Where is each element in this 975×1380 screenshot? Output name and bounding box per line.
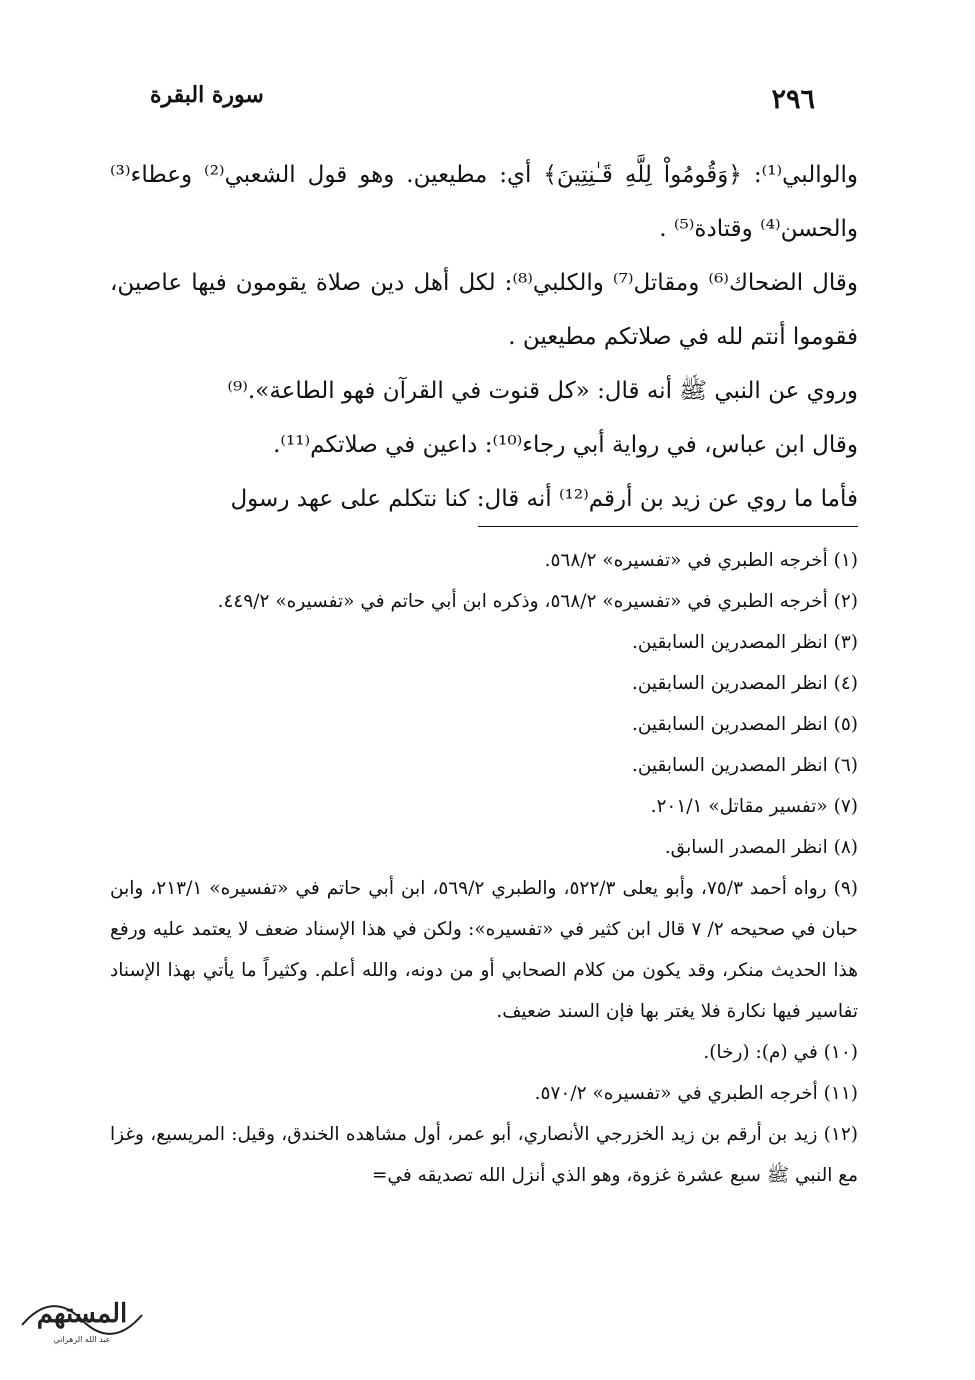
footnote: (٩) رواه أحمد ٧٥/٣، وأبو يعلى ٥٢٢/٣، والطبري ٥٦٩/٢، ابن أبي حاتم في «تفسيره» ٢١٣/١، وابن حبان في صحيحه ٢/ ٧ قال ابن كثير في «تفسيره»: ولكن في هذا الإسناد ضعف لا يعتمد عليه ورفع هذا الحديث منكر، وقد يكون من كلام الصحابي أو من دونه، والله أعلم. وكثيراً ما يأتي بهذا الإسناد تفاسير فيها نكارة فلا يغتر بها فإن السند ضعيف. [110, 878, 858, 1022]
footnote: (١) أخرجه الطبري في «تفسيره» ٥٦٨/٢. [544, 550, 858, 571]
page-header [150, 82, 815, 116]
footnote: (٦) انظر المصدرين السابقين. [631, 755, 858, 776]
footnote: (٣) انظر المصدرين السابقين. [631, 632, 858, 653]
footnote: (١٢) زيد بن أرقم بن زيد الخزرجي الأنصاري، أبو عمر، أول مشاهده الخندق، وقيل: المريسيع، وغزا مع النبي ﷺ سبع عشرة غزوة، وهو الذي أنزل الله تصديقه في= [110, 1124, 858, 1186]
footnote-divider [478, 526, 858, 527]
footnote: (٧) «تفسير مقاتل» ٢٠١/١. [650, 796, 858, 817]
stamp-logo-icon [12, 1280, 152, 1350]
footnote: (٥) انظر المصدرين السابقين. [631, 714, 858, 735]
publisher-stamp [12, 1280, 152, 1350]
footnote: (١١) أخرجه الطبري في «تفسيره» ٥٧٠/٢. [534, 1083, 858, 1104]
paragraph: وقال ابن عباس، في رواية أبي رجاء⁽¹⁰⁾: داعين في صلاتكم⁽¹¹⁾. [273, 432, 858, 458]
footnote: (٢) أخرجه الطبري في «تفسيره» ٥٦٨/٢، وذكره ابن أبي حاتم في «تفسيره» ٤٤٩/٢. [217, 591, 858, 612]
surah-title: سورة البقرة [150, 82, 264, 108]
stamp-title: المستهم [36, 1299, 128, 1329]
paragraph: فأما ما روي عن زيد بن أرقم⁽¹²⁾ أنه قال: كنا نتكلم على عهد رسول [230, 486, 858, 512]
paragraph: والوالبي⁽¹⁾: ﴿وَقُومُواْ لِلَّهِ قَـٰنِتِينَ﴾ أي: مطيعين. وهو قول الشعبي⁽²⁾ وعطاء⁽³⁾ والحسن⁽⁴⁾ وقتادة⁽⁵⁾ . [110, 162, 858, 242]
paragraph: وقال الضحاك⁽⁶⁾ ومقاتل⁽⁷⁾ والكلبي⁽⁸⁾: لكل أهل دين صلاة يقومون فيها عاصين، فقوموا أنتم لله في صلاتكم مطيعين . [110, 270, 858, 350]
main-text [110, 148, 858, 526]
stamp-subtitle: عبد الله الزهراني [53, 1335, 111, 1344]
paragraph: وروي عن النبي ﷺ أنه قال: «كل قنوت في القرآن فهو الطاعة».⁽⁹⁾ [227, 378, 858, 404]
footnote: (١٠) في (م): (رخا). [703, 1042, 858, 1063]
footnote: (٨) انظر المصدر السابق. [664, 837, 858, 858]
footnotes [110, 540, 858, 1196]
page-number: ٢٩٦ [771, 84, 815, 115]
footnote: (٤) انظر المصدرين السابقين. [631, 673, 858, 694]
